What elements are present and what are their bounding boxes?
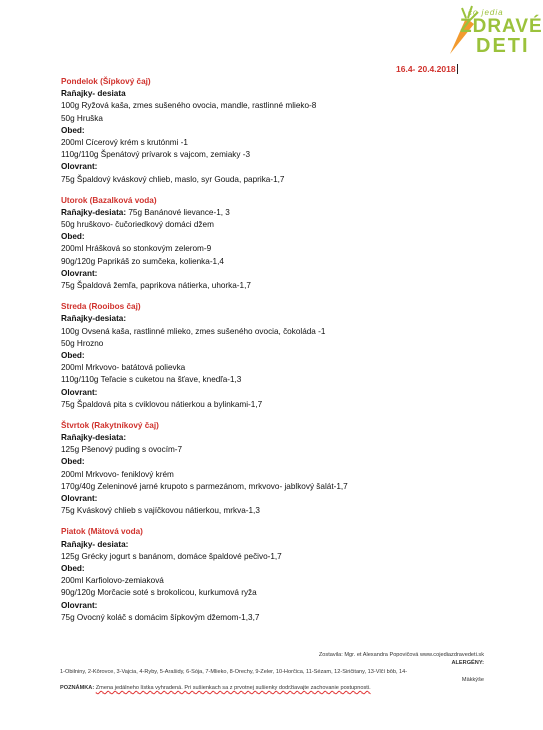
- section-label: Olovrant:: [61, 162, 98, 172]
- menu-line: 110g/110g Teľacie s cuketou na šťave, knedľa-1,3: [61, 375, 242, 385]
- menu-line: 200ml Mrkvovo- batátová polievka: [61, 363, 186, 373]
- date-range: 16.4- 20.4.2018: [396, 64, 456, 74]
- logo-tagline: čo jedia: [468, 8, 504, 17]
- menu-line: 125g Pšenový puding s ovocím-7: [61, 445, 183, 455]
- allergens-list: 1-Obilniny, 2-Kôrovce, 3-Vajcia, 4-Ryby, 5-Arašidy, 6-Sója, 7-Mlieko, 8-Orechy, 9-Zeler, 10-Horčica, 11-Sézam, 12-Siričitany, 13-Vlčí bôb, 14-: [60, 668, 408, 675]
- menu-line: 50g hruškovo- čučoriedkový domáci džem: [61, 220, 214, 230]
- allergens-list-cont: Mäkkýše: [461, 676, 484, 683]
- day-title: Utorok (Bazalková voda): [61, 195, 157, 205]
- day-title: Štvrtok (Rakytníkový čaj): [61, 420, 159, 430]
- text-cursor: [457, 64, 458, 74]
- menu-line: 90g/120g Paprikáš zo sumčeka, kolienka-1,4: [61, 256, 224, 266]
- footer: [60, 651, 484, 692]
- menu-inline: 75g Banánové lievance-1, 3: [126, 207, 230, 217]
- weekly-menu: [61, 76, 501, 624]
- menu-line: 100g Ryžová kaša, zmes sušeného ovocia, mandle, rastlinné mlieko-8: [61, 101, 317, 111]
- note: [60, 684, 484, 692]
- section-label: Olovrant:: [61, 494, 98, 503]
- menu-line: 170g/40g Zeleninové jarné krupoto s parmezánom, mrkvovo- jablkový šalát-1,7: [61, 481, 348, 491]
- menu-line: 200ml Hrášková so stonkovým zelerom-9: [61, 244, 212, 254]
- section-label: Obed:: [61, 350, 85, 360]
- note-label: POZNÁMKA:: [60, 685, 95, 692]
- menu-line: 200ml Cícerový krém s krutónmi -1: [61, 137, 188, 147]
- section-label: Raňajky-desiata:: [61, 207, 127, 217]
- logo: [440, 4, 543, 64]
- menu-line: 50g Hrozno: [61, 338, 104, 348]
- section-label: Olovrant:: [61, 387, 98, 397]
- menu-line: 200ml Karfiolovo-zemiaková: [61, 576, 164, 586]
- menu-line: 75g Kváskový chlieb s vajíčkovou nátierkou, mrkva-1,3: [61, 506, 260, 516]
- section-label: Obed:: [61, 457, 85, 467]
- menu-line: 125g Grécky jogurt s banánom, domáce špaldové pečivo-1,7: [61, 551, 282, 561]
- menu-line: [61, 207, 501, 219]
- allergens-label: ALERGÉNY:: [451, 660, 484, 667]
- menu-line: 90g/120g Morčacie soté s brokolicou, kurkumová ryža: [61, 588, 257, 598]
- section-label: Raňajky-desiata:: [61, 314, 127, 324]
- section-label: Obed:: [61, 232, 85, 242]
- day-title: Streda (Rooibos čaj): [61, 302, 141, 312]
- section-label: Raňajky- desiata: [61, 89, 126, 99]
- menu-line: 110g/110g Špenátový prívarok s vajcom, zemiaky -3: [61, 150, 251, 160]
- menu-line: 200ml Mrkvovo- feniklový krém: [61, 469, 174, 479]
- section-label: Obed:: [61, 125, 85, 135]
- menu-line: 50g Hruška: [61, 113, 103, 123]
- section-label: Raňajky-desiata:: [61, 433, 127, 443]
- section-label: Raňajky- desiata:: [61, 539, 129, 549]
- menu-line: 75g Špaldová žemľa, paprikova nátierka, uhorka-1,7: [61, 281, 251, 290]
- section-label: Olovrant:: [61, 268, 98, 278]
- note-text: Zmena jedálneho lístka vyhradená. Pri sušienkach sa z prvotnej sušienky dodržiavajte zachovanie postupnosti.: [95, 685, 371, 692]
- menu-line: 75g Špaldový kváskový chlieb, maslo, syr Gouda, paprika-1,7: [61, 174, 285, 184]
- logo-line1: ZDRAVÉ: [460, 16, 543, 37]
- logo-line2: DETI: [476, 35, 530, 57]
- day-title: Pondelok (Šípkový čaj): [61, 77, 151, 86]
- day-title: Piatok (Mätová voda): [61, 527, 143, 537]
- menu-line: 75g Ovocný koláč s domácim šípkovým džemom-1,3,7: [61, 612, 260, 622]
- compiled-by: Zostavila: Mgr. et Alexandra Popovičová www.cojediazdravedeti.sk: [318, 652, 484, 658]
- menu-line: 100g Ovsená kaša, rastlinné mlieko, zmes sušeného ovocia, čokoláda -1: [61, 326, 326, 336]
- section-label: Obed:: [61, 563, 85, 573]
- menu-line: 75g Špaldová pita s cviklovou nátierkou a bylinkami-1,7: [61, 399, 263, 409]
- section-label: Olovrant:: [61, 600, 98, 610]
